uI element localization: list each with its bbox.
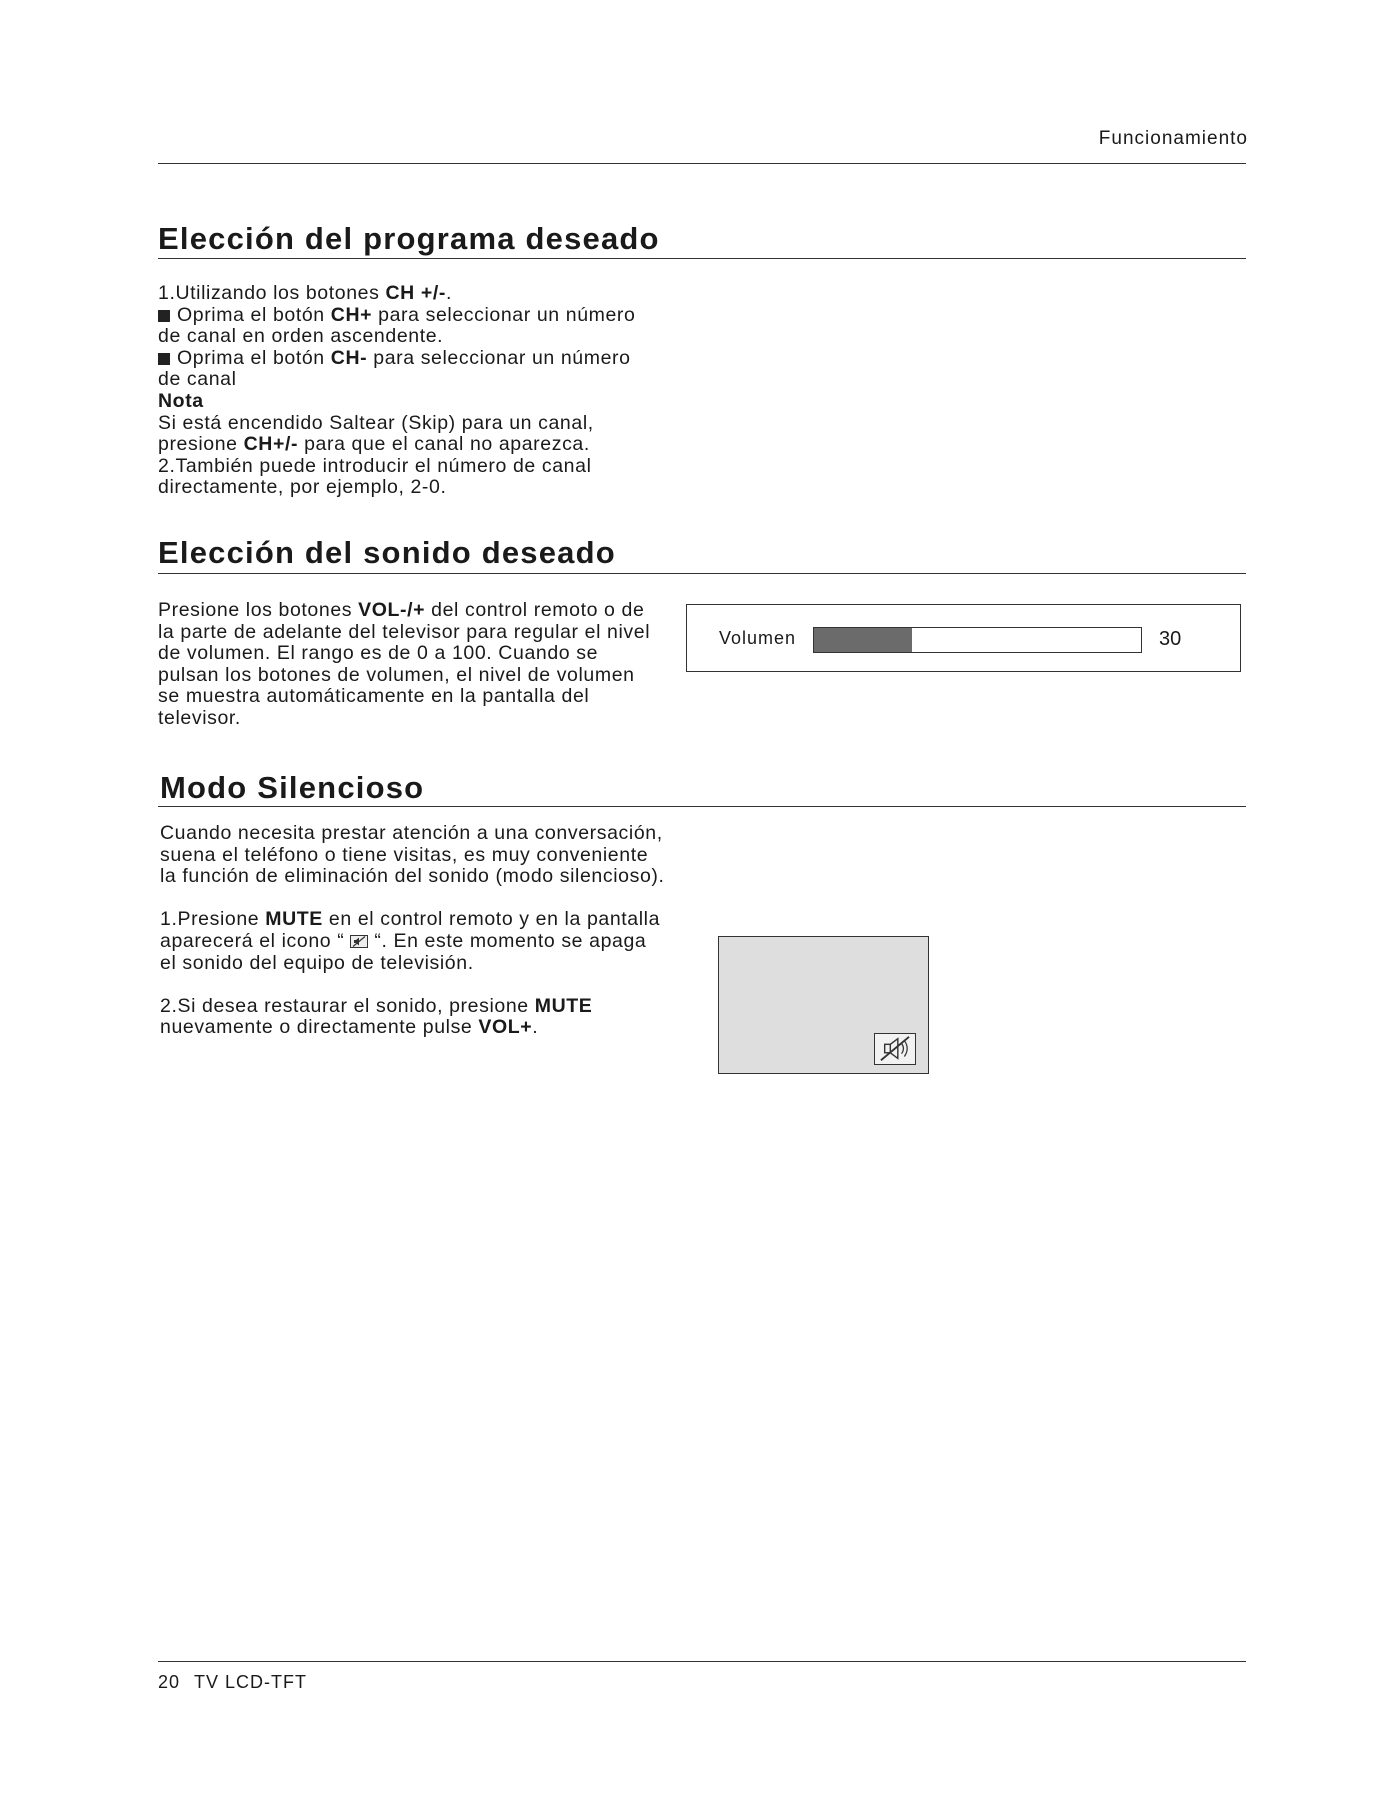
text-run: de volumen. El rango es de 0 a 100. Cuando se xyxy=(158,642,599,665)
text-run: para que el canal no aparezca. xyxy=(298,433,590,456)
section2-body xyxy=(158,600,650,730)
text-line xyxy=(158,456,635,478)
text-line xyxy=(158,391,635,413)
page-footer xyxy=(158,1672,307,1693)
bold-text: Nota xyxy=(158,389,204,412)
text-line xyxy=(160,823,665,845)
bold-text: CH+ xyxy=(330,303,373,326)
text-line xyxy=(158,665,650,687)
bold-text: VOL-/+ xyxy=(358,599,426,621)
text-run: . xyxy=(532,1016,539,1039)
mute-icon xyxy=(350,932,368,945)
text-line xyxy=(160,845,665,867)
text-run: de canal en orden ascendente. xyxy=(158,325,444,348)
text-run: la parte de adelante del televisor para regular el nivel xyxy=(158,620,651,643)
header-rule xyxy=(158,163,1246,164)
text-run: se muestra automáticamente en la pantalla del xyxy=(158,685,590,708)
text-run: para seleccionar un número xyxy=(367,346,631,369)
text-line xyxy=(158,369,635,391)
section1-body xyxy=(158,283,635,499)
page-number: 20 xyxy=(158,1672,181,1692)
blank-line xyxy=(160,974,665,996)
footer-rule xyxy=(158,1661,1246,1662)
section3-rule xyxy=(158,806,1246,807)
text-run: del control remoto o de xyxy=(425,599,645,621)
text-run: “. En este momento se apaga xyxy=(374,929,647,952)
text-line xyxy=(158,622,650,644)
volume-value: 30 xyxy=(1159,628,1182,650)
volume-bar-fill xyxy=(814,628,912,652)
bold-text: CH +/- xyxy=(385,282,446,304)
product-name: TV LCD-TFT xyxy=(194,1672,308,1692)
blank-line xyxy=(160,888,665,910)
text-line xyxy=(160,996,665,1018)
text-line xyxy=(160,909,665,931)
running-header: Funcionamiento xyxy=(1098,128,1248,149)
text-line xyxy=(160,866,665,888)
text-run: Cuando necesita prestar atención a una conversación, xyxy=(160,822,663,844)
text-run: 1.Presione xyxy=(160,908,266,931)
section2-title: Elección del sonido deseado xyxy=(158,535,616,570)
text-run: 2.Si desea restaurar el sonido, presione xyxy=(160,994,535,1017)
text-run: 2.También puede introducir el número de canal xyxy=(158,454,592,477)
text-line xyxy=(160,953,665,975)
text-run: aparecerá el icono “ xyxy=(160,929,345,952)
section3-body xyxy=(160,823,665,1039)
text-run: en el control remoto y en la pantalla xyxy=(322,908,661,931)
volume-bar xyxy=(813,627,1142,653)
text-line xyxy=(158,434,635,456)
text-line xyxy=(158,643,650,665)
text-line xyxy=(158,348,635,370)
text-line xyxy=(158,413,635,435)
bold-text: MUTE xyxy=(265,908,323,931)
text-line xyxy=(158,305,635,327)
section2-rule xyxy=(158,573,1246,574)
volume-label: Volumen xyxy=(719,628,797,648)
bold-text: CH- xyxy=(330,346,368,369)
text-line xyxy=(158,326,635,348)
text-run: Presione los botones xyxy=(158,599,359,621)
text-line xyxy=(160,931,665,953)
section1-rule xyxy=(158,258,1246,259)
text-run: suena el teléfono o tiene visitas, es muy conveniente xyxy=(160,843,649,866)
section1-title: Elección del programa deseado xyxy=(158,221,660,256)
bold-text: VOL+ xyxy=(478,1016,533,1039)
text-line xyxy=(158,477,635,499)
text-line xyxy=(158,283,635,305)
text-run: directamente, por ejemplo, 2-0. xyxy=(158,476,447,499)
text-run: televisor. xyxy=(158,706,241,729)
text-run: nuevamente o directamente pulse xyxy=(160,1016,479,1039)
bullet-square-icon xyxy=(158,353,170,365)
text-run: para seleccionar un número xyxy=(372,303,636,326)
text-run: Si está encendido Saltear (Skip) para un canal, xyxy=(158,411,594,434)
bold-text: MUTE xyxy=(534,994,593,1017)
section3-title: Modo Silencioso xyxy=(160,770,425,805)
text-run: pulsan los botones de volumen, el nivel de volumen xyxy=(158,663,635,686)
text-run: . xyxy=(445,282,452,304)
bullet-square-icon xyxy=(158,310,170,322)
bold-text: CH+/- xyxy=(243,433,299,456)
text-run: la función de eliminación del sonido (modo silencioso). xyxy=(160,865,665,888)
text-line xyxy=(158,600,650,622)
text-run: el sonido del equipo de televisión. xyxy=(160,951,474,974)
text-run: 1.Utilizando los botones xyxy=(158,282,386,304)
text-line xyxy=(158,708,650,730)
volume-osd xyxy=(686,604,1241,672)
text-run: de canal xyxy=(158,368,237,391)
tv-screen-illustration xyxy=(718,936,929,1074)
text-line xyxy=(160,1017,665,1039)
text-run: presione xyxy=(158,433,244,456)
mute-icon xyxy=(874,1033,916,1065)
text-run: Oprima el botón xyxy=(177,303,331,326)
text-run: Oprima el botón xyxy=(177,346,331,369)
text-line xyxy=(158,686,650,708)
